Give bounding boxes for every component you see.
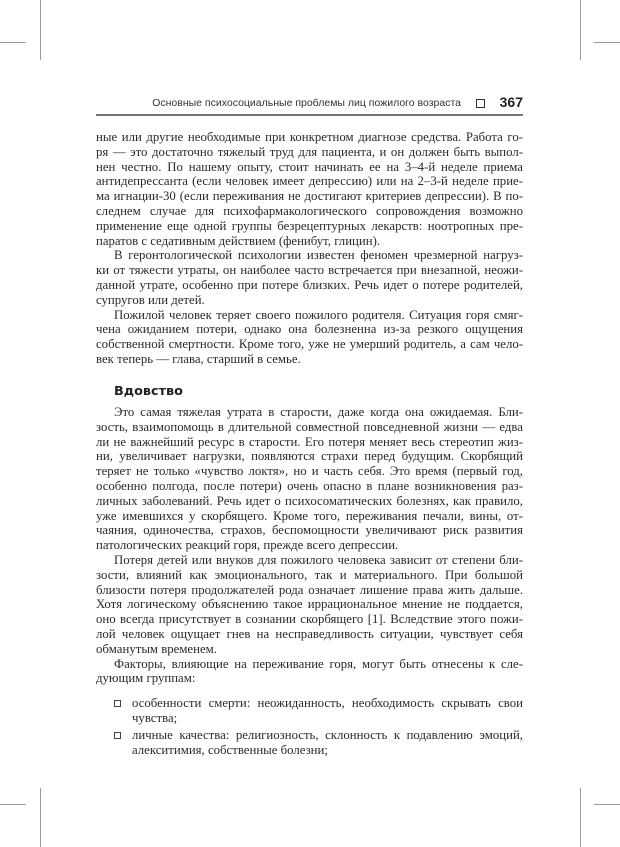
text-line: особенно полгода, после потери) очень опасно в плане возникновения раз- [96, 478, 523, 493]
text-line: ма игнации-30 (если переживания не достигают критериев депрессии). В по- [96, 189, 523, 204]
text-line: Пожилой человек теряет своего пожилого родителя. Ситуация горя смяг- [114, 307, 523, 322]
text-line: ки от тяжести утраты, он наиболее часто встречается при внезапной, неожи- [96, 263, 523, 278]
crop-mark [40, 0, 41, 60]
crop-mark [580, 0, 581, 60]
text-line: лой человек ощущает гнев на несправедливость ситуации, чувствует себя [96, 626, 523, 641]
text-line: нен честно. По нашему опыту, стоит начинать ее на 3–4-й неделе приема [96, 159, 523, 174]
text-line: зости, влияний как эмоционального, так и материального. При большой [96, 567, 523, 582]
crop-mark [0, 804, 26, 805]
text-line: ря — это достаточно тяжелый труд для пациента, и он должен быть выпол- [96, 144, 523, 159]
crop-mark [594, 42, 620, 43]
bullet-item [114, 696, 523, 726]
text-line: Факторы, влияющие на переживание горя, могут быть отнесены к сле- [114, 656, 523, 671]
paragraph [96, 130, 523, 248]
text-line: следнем случае для психофармакологического сопровождения возможно [96, 203, 523, 218]
page-number: 367 [499, 94, 523, 110]
text-line: Это самая тяжелая утрата в старости, даже когда она ожидаемая. Бли- [114, 405, 523, 419]
text-line: чаяния, одиночества, страхов, беспомощности увеличивают риск развития [96, 523, 523, 538]
header-rule [96, 114, 523, 116]
paragraph [96, 405, 523, 553]
text-line: дующим группам: [96, 671, 196, 686]
text-line: близости потеря продолжателей рода означает лишение права жить дальше. [96, 582, 523, 597]
text-line: алекситимия, собственные болезни; [132, 742, 328, 757]
paragraph [96, 553, 523, 657]
crop-mark [594, 804, 620, 805]
text-line: ли не важнейший ресурс в старости. Его потеря меняет весь стереотип жиз- [96, 434, 523, 449]
text-line: применение еще одной группы безрецептурных лекарств: ноотропных пре- [96, 218, 523, 233]
text-line: Потеря детей или внуков для пожилого человека зависит от степени бли- [114, 552, 523, 567]
crop-mark [40, 788, 41, 847]
paragraph [96, 657, 523, 687]
bullet-text [132, 728, 523, 758]
text-line: зость, взаимопомощь в длительной совместной повседневной жизни — едва [96, 419, 523, 434]
crop-mark [0, 42, 26, 43]
running-header [96, 94, 523, 112]
text-line: личных заболеваний. Речь идет о психосоматических болезнях, как правило, [96, 493, 523, 508]
text-line: антидепрессанта (если человек имеет депрессию) или на 2–3-й неделе прие- [96, 174, 523, 189]
square-bullet-icon [114, 732, 121, 739]
text-line: теряет не только «чувство локтя», но и часть себя. Это время (первый год, [96, 464, 523, 479]
text-line: ные или другие необходимые при конкретном диагнозе средства. Работа го- [96, 130, 523, 144]
running-title: Основные психосоциальные проблемы лиц пожилого возраста [152, 97, 461, 109]
text-line: чена ожиданием потери, однако она болезненна из-за резкого ощущения [96, 322, 523, 337]
bullet-item [114, 728, 523, 758]
text-line: особенности смерти: неожиданность, необходимость скрывать свои [132, 696, 523, 710]
square-bullet-icon [476, 99, 485, 108]
text-line: Хотя логическому объяснению такое иррациональное мнение не поддается, [96, 597, 523, 612]
paragraph [96, 248, 523, 307]
text-line: собственной смертности. Кроме того, уже не умерший родитель, а сам чело- [96, 337, 523, 352]
text-line: супругов или детей. [96, 292, 205, 307]
square-bullet-icon [114, 700, 121, 707]
text-line: ни, увеличивает нагрузки, появляются страхи перед будущим. Скорбящий [96, 449, 523, 464]
text-line: уже имевшихся у скорбящего. Кроме того, переживания печали, вины, от- [96, 508, 523, 523]
text-line: чувства; [132, 710, 178, 725]
section-heading: Вдовство [114, 384, 183, 399]
text-line: паратов с седативным действием (фенибут, глицин). [96, 233, 381, 248]
text-line: век теперь — глава, старший в семье. [96, 351, 301, 366]
crop-mark [580, 788, 581, 847]
body-text-intro [96, 130, 523, 367]
text-line: обманутым временем. [96, 641, 217, 656]
body-text-section [96, 405, 523, 686]
text-line: данной утрате, особенно при потере близких. Речь идет о потере родителей, [96, 277, 523, 292]
text-line: оно всегда присутствует в сознании скорбящего [1]. Вследствие этого пожи- [96, 612, 523, 627]
text-line: патологических реакций горя, прежде всего депрессии. [96, 538, 399, 553]
text-line: В геронтологической психологии известен феномен чрезмерной нагруз- [114, 248, 523, 263]
paragraph [96, 308, 523, 367]
text-line: личные качества: религиозность, склонность к подавлению эмоций, [132, 728, 523, 742]
bullet-text [132, 696, 523, 726]
